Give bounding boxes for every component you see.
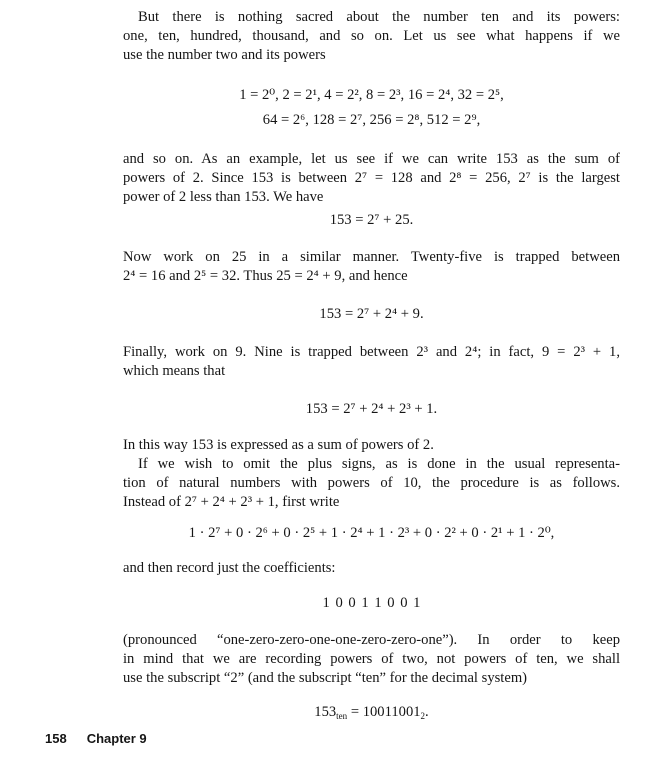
- equation: 153 = 2⁷ + 2⁴ + 9.: [319, 306, 424, 322]
- equation: 64 = 2⁶, 128 = 2⁷, 256 = 2⁸, 512 = 2⁹,: [262, 112, 481, 128]
- text-line: and then record just the coefficients:: [123, 560, 336, 576]
- final-equation: [123, 703, 620, 722]
- text-line: power of 2 less than 153. We have: [123, 189, 324, 205]
- page-number: 158: [45, 731, 67, 746]
- text-line: in mind that we are recording powers of two, not powers of ten, we shall: [123, 651, 620, 667]
- text-line: tion of natural numbers with powers of 10, the procedure is as follows.: [123, 475, 620, 491]
- text-line: Finally, work on 9. Nine is trapped between 2³ and 2⁴; in fact, 9 = 2³ + 1,: [123, 344, 620, 360]
- text-line: If we wish to omit the plus signs, as is done in the usual representa-: [138, 456, 620, 472]
- eq-rhs-subscript: 2: [420, 711, 426, 721]
- text-line: one, ten, hundred, thousand, and so on. Let us see what happens if we: [123, 28, 620, 44]
- text-line: powers of 2. Since 153 is between 2⁷ = 128 and 2⁸ = 256, 2⁷ is the largest: [123, 170, 620, 186]
- eq-end: .: [425, 704, 429, 720]
- text-line: (pronounced “one-zero-zero-one-one-zero-zero-one”). In order to keep: [123, 632, 620, 648]
- chapter-label: Chapter 9: [86, 731, 147, 746]
- eq-lhs: 153: [314, 704, 337, 720]
- text-line: 2⁴ = 16 and 2⁵ = 32. Thus 25 = 2⁴ + 9, and hence: [123, 268, 408, 284]
- equation: 1 = 2⁰, 2 = 2¹, 4 = 2², 8 = 2³, 16 = 2⁴, 32 = 2⁵,: [239, 87, 504, 103]
- equation: 153 = 2⁷ + 25.: [329, 212, 414, 228]
- eq-lhs-subscript: ten: [336, 711, 348, 721]
- text-line: which means that: [123, 363, 226, 379]
- text-line: Now work on 25 in a similar manner. Twenty-five is trapped between: [123, 249, 620, 265]
- text-line: use the subscript “2” (and the subscript “ten” for the decimal system): [123, 670, 528, 686]
- text-line: use the number two and its powers: [123, 47, 326, 63]
- text-line: In this way 153 is expressed as a sum of powers of 2.: [123, 437, 434, 453]
- text-line: and so on. As an example, let us see if we can write 153 as the sum of: [123, 151, 620, 167]
- page-footer: [45, 730, 620, 747]
- binary-digits: 1 0 0 1 1 0 0 1: [322, 595, 421, 611]
- equation: 153 = 2⁷ + 2⁴ + 2³ + 1.: [305, 401, 438, 417]
- text-line: But there is nothing sacred about the number ten and its powers:: [138, 9, 620, 25]
- equation: 1 · 2⁷ + 0 · 2⁶ + 0 · 2⁵ + 1 · 2⁴ + 1 · 2³ + 0 · 2² + 0 · 2¹ + 1 · 2⁰,: [188, 525, 555, 541]
- eq-rhs: = 10011001: [347, 704, 421, 720]
- text-line: Instead of 2⁷ + 2⁴ + 2³ + 1, first write: [123, 494, 340, 510]
